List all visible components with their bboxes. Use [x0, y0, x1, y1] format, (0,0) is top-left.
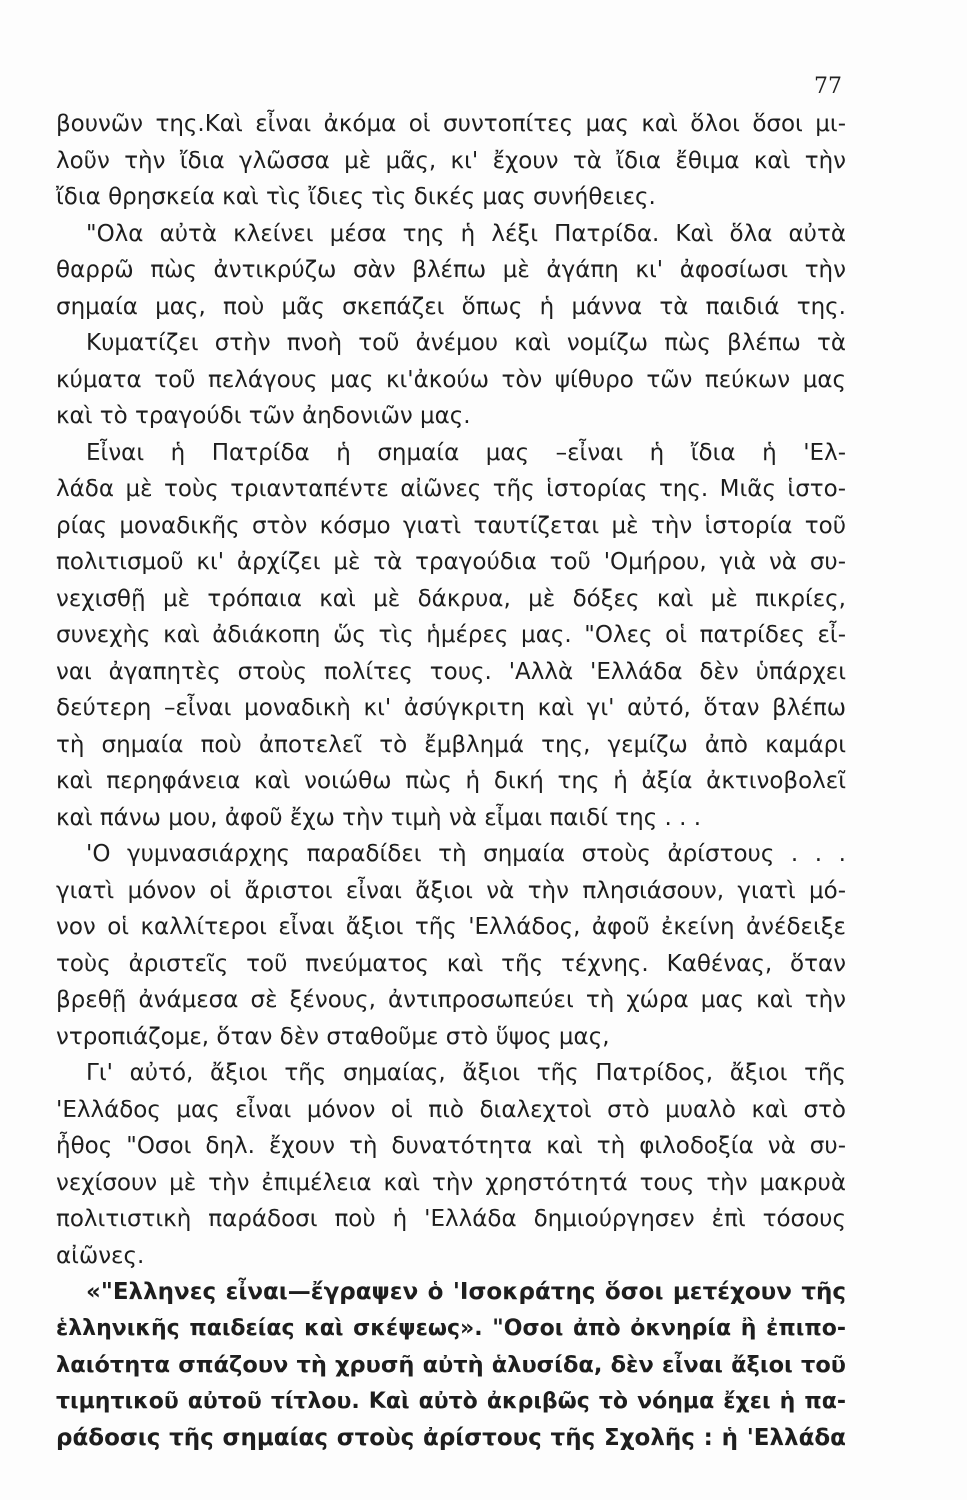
text-line: βρεθῇ ἀνάμεσα σὲ ξένους, ἀντιπροσωπεύει τὴ χώρα μας καὶ τὴν — [56, 987, 846, 1013]
text-line: δεύτερη –εἶναι μοναδικὴ κι' ἀσύγκριτη καὶ γι' αὐτό, ὅταν βλέπω — [56, 695, 846, 721]
text-line: 'Ελλάδος μας εἶναι μόνον οἱ πιὸ διαλεχτοὶ στὸ μυαλὸ καὶ στὸ — [56, 1096, 846, 1123]
text-line: καὶ τὸ τραγούδι τῶν ἀηδονιῶν μας. — [56, 403, 471, 429]
text-line: ἦθος "Οσοι δηλ. ἔχουν τὴ δυνατότητα καὶ τὴ φιλοδοξία νὰ συ- — [56, 1133, 846, 1159]
text-line: πολιτιστικὴ παράδοσι ποὺ ἡ 'Ελλάδα δημιούργησεν ἐπὶ τόσους — [56, 1206, 846, 1232]
text-line: λάδα μὲ τοὺς τριανταπέντε αἰῶνες τῆς ἱστορίας της. Μιᾶς ἱστο- — [56, 476, 846, 502]
text-line: τοὺς ἀριστεῖς τοῦ πνεύματος καὶ τῆς τέχνης. Καθένας, ὅταν — [56, 950, 846, 977]
text-line: λαιότητα σπάζουν τὴ χρυσῆ αὐτὴ ἁλυσίδα, δὲν εἶναι ἄξιοι τοῦ — [56, 1352, 846, 1378]
text-line: νεχίσουν μὲ τὴν ἐπιμέλεια καὶ τὴν χρηστότητά τους τὴν μακρυὰ — [56, 1169, 846, 1196]
text-line: καὶ πάνω μου, ἀφοῦ ἔχω τὴν τιμὴ νὰ εἶμαι παιδί της . . . — [56, 804, 702, 831]
text-line: γιατὶ μόνον οἱ ἄριστοι εἶναι ἄξιοι νὰ τὴν πλησιάσουν, γιατὶ μό- — [56, 877, 846, 904]
text-line: βουνῶν της.Καὶ εἶναι ἀκόμα οἱ συντοπίτες μας καὶ ὅλοι ὅσοι μι- — [56, 111, 846, 137]
text-line: «"Ελληνες εἶναι—ἔγραψεν ὁ 'Ισοκράτης ὅσοι μετέχουν τῆς — [86, 1279, 846, 1305]
text-line: πολιτισμοῦ κι' ἀρχίζει μὲ τὰ τραγούδια τοῦ 'Ομήρου, γιὰ νὰ συ- — [56, 549, 846, 575]
text-line: τιμητικοῦ αὐτοῦ τίτλου. Καὶ αὐτὸ ἀκριβῶς τὸ νόημα ἔχει ἡ πα- — [56, 1388, 846, 1414]
text-line: "Ολα αὐτὰ κλείνει μέσα της ἡ λέξι Πατρίδα. Καὶ ὅλα αὐτὰ — [86, 220, 846, 247]
text-line: θαρρῶ πὼς ἀντικρύζω σὰν βλέπω μὲ ἀγάπη κι' ἀφοσίωσι τὴν — [56, 257, 846, 283]
text-line: ἑλληνικῆς παιδείας καὶ σκέψεως». "Οσοι ἀπὸ ὀκνηρία ἢ ἐπιπο- — [56, 1315, 846, 1341]
text-line: νεχισθῇ μὲ τρόπαια καὶ μὲ δάκρυα, μὲ δόξες καὶ μὲ πικρίες, — [56, 585, 846, 612]
text-line: νον οἱ καλλίτεροι εἶναι ἄξιοι τῆς 'Ελλάδος, ἀφοῦ ἐκείνη ἀνέδειξε — [56, 914, 846, 940]
text-line: ντροπιάζομε, ὅταν δὲν σταθοῦμε στὸ ὕψος μας, — [56, 1023, 610, 1050]
text-line: Γι' αὐτό, ἄξιοι τῆς σημαίας, ἄξιοι τῆς Πατρίδος, ἄξιοι τῆς — [86, 1060, 846, 1086]
text-line: σημαία μας, ποὺ μᾶς σκεπάζει ὅπως ἡ μάννα τὰ παιδιά της. — [56, 293, 846, 320]
text-line: λοῦν τὴν ἴδια γλῶσσα μὲ μᾶς, κι' ἔχουν τὰ ἴδια ἔθιμα καὶ τὴν — [56, 147, 846, 174]
text-line: ρίας μοναδικῆς στὸν κόσμο γιατὶ ταυτίζεται μὲ τὴν ἱστορία τοῦ — [56, 512, 846, 539]
text-line: ναι ἀγαπητὲς στοὺς πολίτες τους. 'Αλλὰ 'Ελλάδα δὲν ὑπάρχει — [56, 658, 846, 685]
text-line: Κυματίζει στὴν πνοὴ τοῦ ἀνέμου καὶ νομίζω πὼς βλέπω τὰ — [86, 330, 846, 356]
text-line: 'Ο γυμνασιάρχης παραδίδει τὴ σημαία στοὺς ἀρίστους . . . — [86, 841, 846, 867]
text-line: καὶ περηφάνεια καὶ νοιώθω πὼς ἡ δική της ἡ ἀξία ἀκτινοβολεῖ — [56, 768, 846, 794]
text-line: αἰῶνες. — [56, 1242, 145, 1269]
page-number: 77 — [814, 74, 842, 99]
text-line: τὴ σημαία ποὺ ἀποτελεῖ τὸ ἔμβλημά της, γεμίζω ἀπὸ καμάρι — [56, 731, 846, 758]
body-text — [56, 106, 846, 1457]
text-line: Εἶναι ἡ Πατρίδα ἡ σημαία μας –εἶναι ἡ ἴδια ἡ 'Ελ- — [86, 439, 846, 466]
text-line: ράδοσις τῆς σημαίας στοὺς ἀρίστους τῆς Σχολῆς : ἡ 'Ελλάδα — [56, 1425, 846, 1451]
text-line: κύματα τοῦ πελάγους μας κι'ἀκούω τὸν ψίθυρο τῶν πεύκων μας — [56, 366, 846, 393]
text-line: συνεχὴς καὶ ἀδιάκοπη ὥς τὶς ἡμέρες μας. "Ολες οἱ πατρίδες εἶ- — [56, 622, 846, 648]
text-line: ἴδια θρησκεία καὶ τὶς ἴδιες τὶς δικές μας συνήθειες. — [56, 184, 656, 210]
